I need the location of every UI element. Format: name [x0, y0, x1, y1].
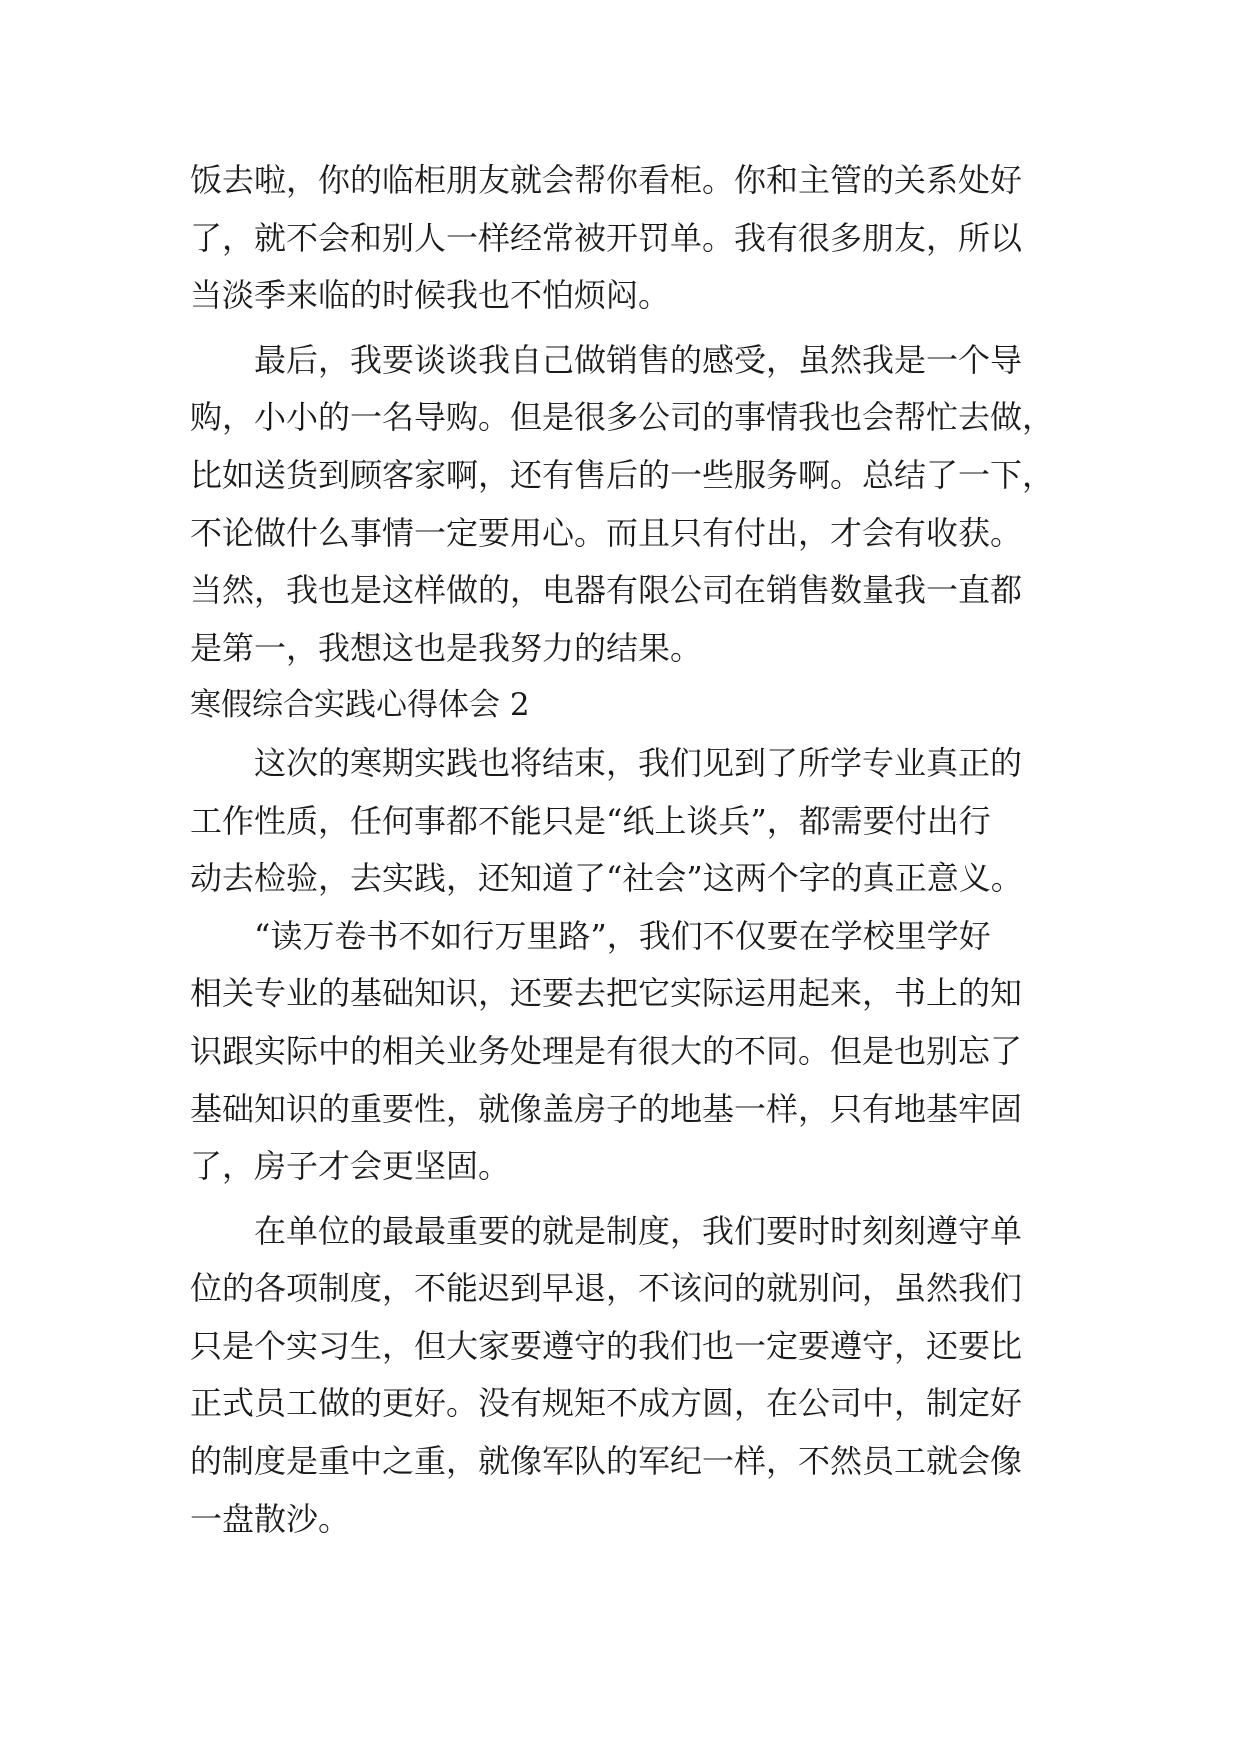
- text-line: 最后，我要谈谈我自己做销售的感受，虽然我是一个导: [254, 340, 1023, 379]
- text-line: 饭去啦，你的临柜朋友就会帮你看柜。你和主管的关系处好: [190, 161, 1023, 199]
- text-line: 基础知识的重要性，就像盖房子的地基一样，只有地基牢固: [190, 1089, 1023, 1128]
- section-heading: 寒假综合实践心得体会 2: [190, 687, 530, 724]
- paragraph-practice-end: [190, 735, 1060, 908]
- paragraph-continued: [190, 152, 1060, 325]
- document-body: [190, 152, 1060, 1548]
- text-line: “读万卷书不如行万里路”，我们不仅要在学校里学好: [254, 916, 991, 955]
- text-line: 识跟实际中的相关业务处理是有很大的不同。但是也别忘了: [190, 1031, 1023, 1070]
- text-line: 了，就不会和别人一样经常被开罚单。我有很多朋友，所以: [190, 218, 1023, 257]
- paragraph-rules: [190, 1203, 1060, 1549]
- text-line: 不论做什么事情一定要用心。而且只有付出，才会有收获。: [190, 513, 1023, 552]
- text-line: 比如送货到顾客家啊，还有售后的一些服务啊。总结了一下，: [190, 455, 1055, 494]
- text-line: 相关专业的基础知识，还要去把它实际运用起来，书上的知: [190, 974, 1023, 1013]
- text-line: 位的各项制度，不能迟到早退，不该问的就别问，虽然我们: [190, 1269, 1023, 1308]
- text-line: 的制度是重中之重，就像军队的军纪一样，不然员工就会像: [190, 1442, 1023, 1481]
- text-line: 只是个实习生，但大家要遵守的我们也一定要遵守，还要比: [190, 1326, 1023, 1365]
- text-line: 当然，我也是这样做的，电器有限公司在销售数量我一直都: [190, 571, 1023, 610]
- text-line: 正式员工做的更好。没有规矩不成方圆，在公司中，制定好: [190, 1384, 1023, 1423]
- text-line: 当淡季来临的时候我也不怕烦闷。: [190, 276, 671, 315]
- text-line: 是第一，我想这也是我努力的结果。: [190, 628, 703, 667]
- text-line: 一盘散沙。: [190, 1499, 351, 1538]
- paragraph-reading-travel: [190, 908, 1060, 1196]
- text-line: 工作性质，任何事都不能只是“纸上谈兵”，都需要付出行: [190, 801, 991, 840]
- text-line: 了，房子才会更坚固。: [190, 1147, 511, 1186]
- text-line: 购，小小的一名导购。但是很多公司的事情我也会帮忙去做，: [190, 398, 1055, 437]
- text-line: 在单位的最最重要的就是制度，我们要时时刻刻遵守单: [254, 1211, 1023, 1250]
- text-line: 这次的寒期实践也将结束，我们见到了所学专业真正的: [254, 743, 1023, 782]
- paragraph-sales-feelings: [190, 332, 1060, 678]
- text-line: 动去检验，去实践，还知道了“社会”这两个字的真正意义。: [190, 859, 1023, 898]
